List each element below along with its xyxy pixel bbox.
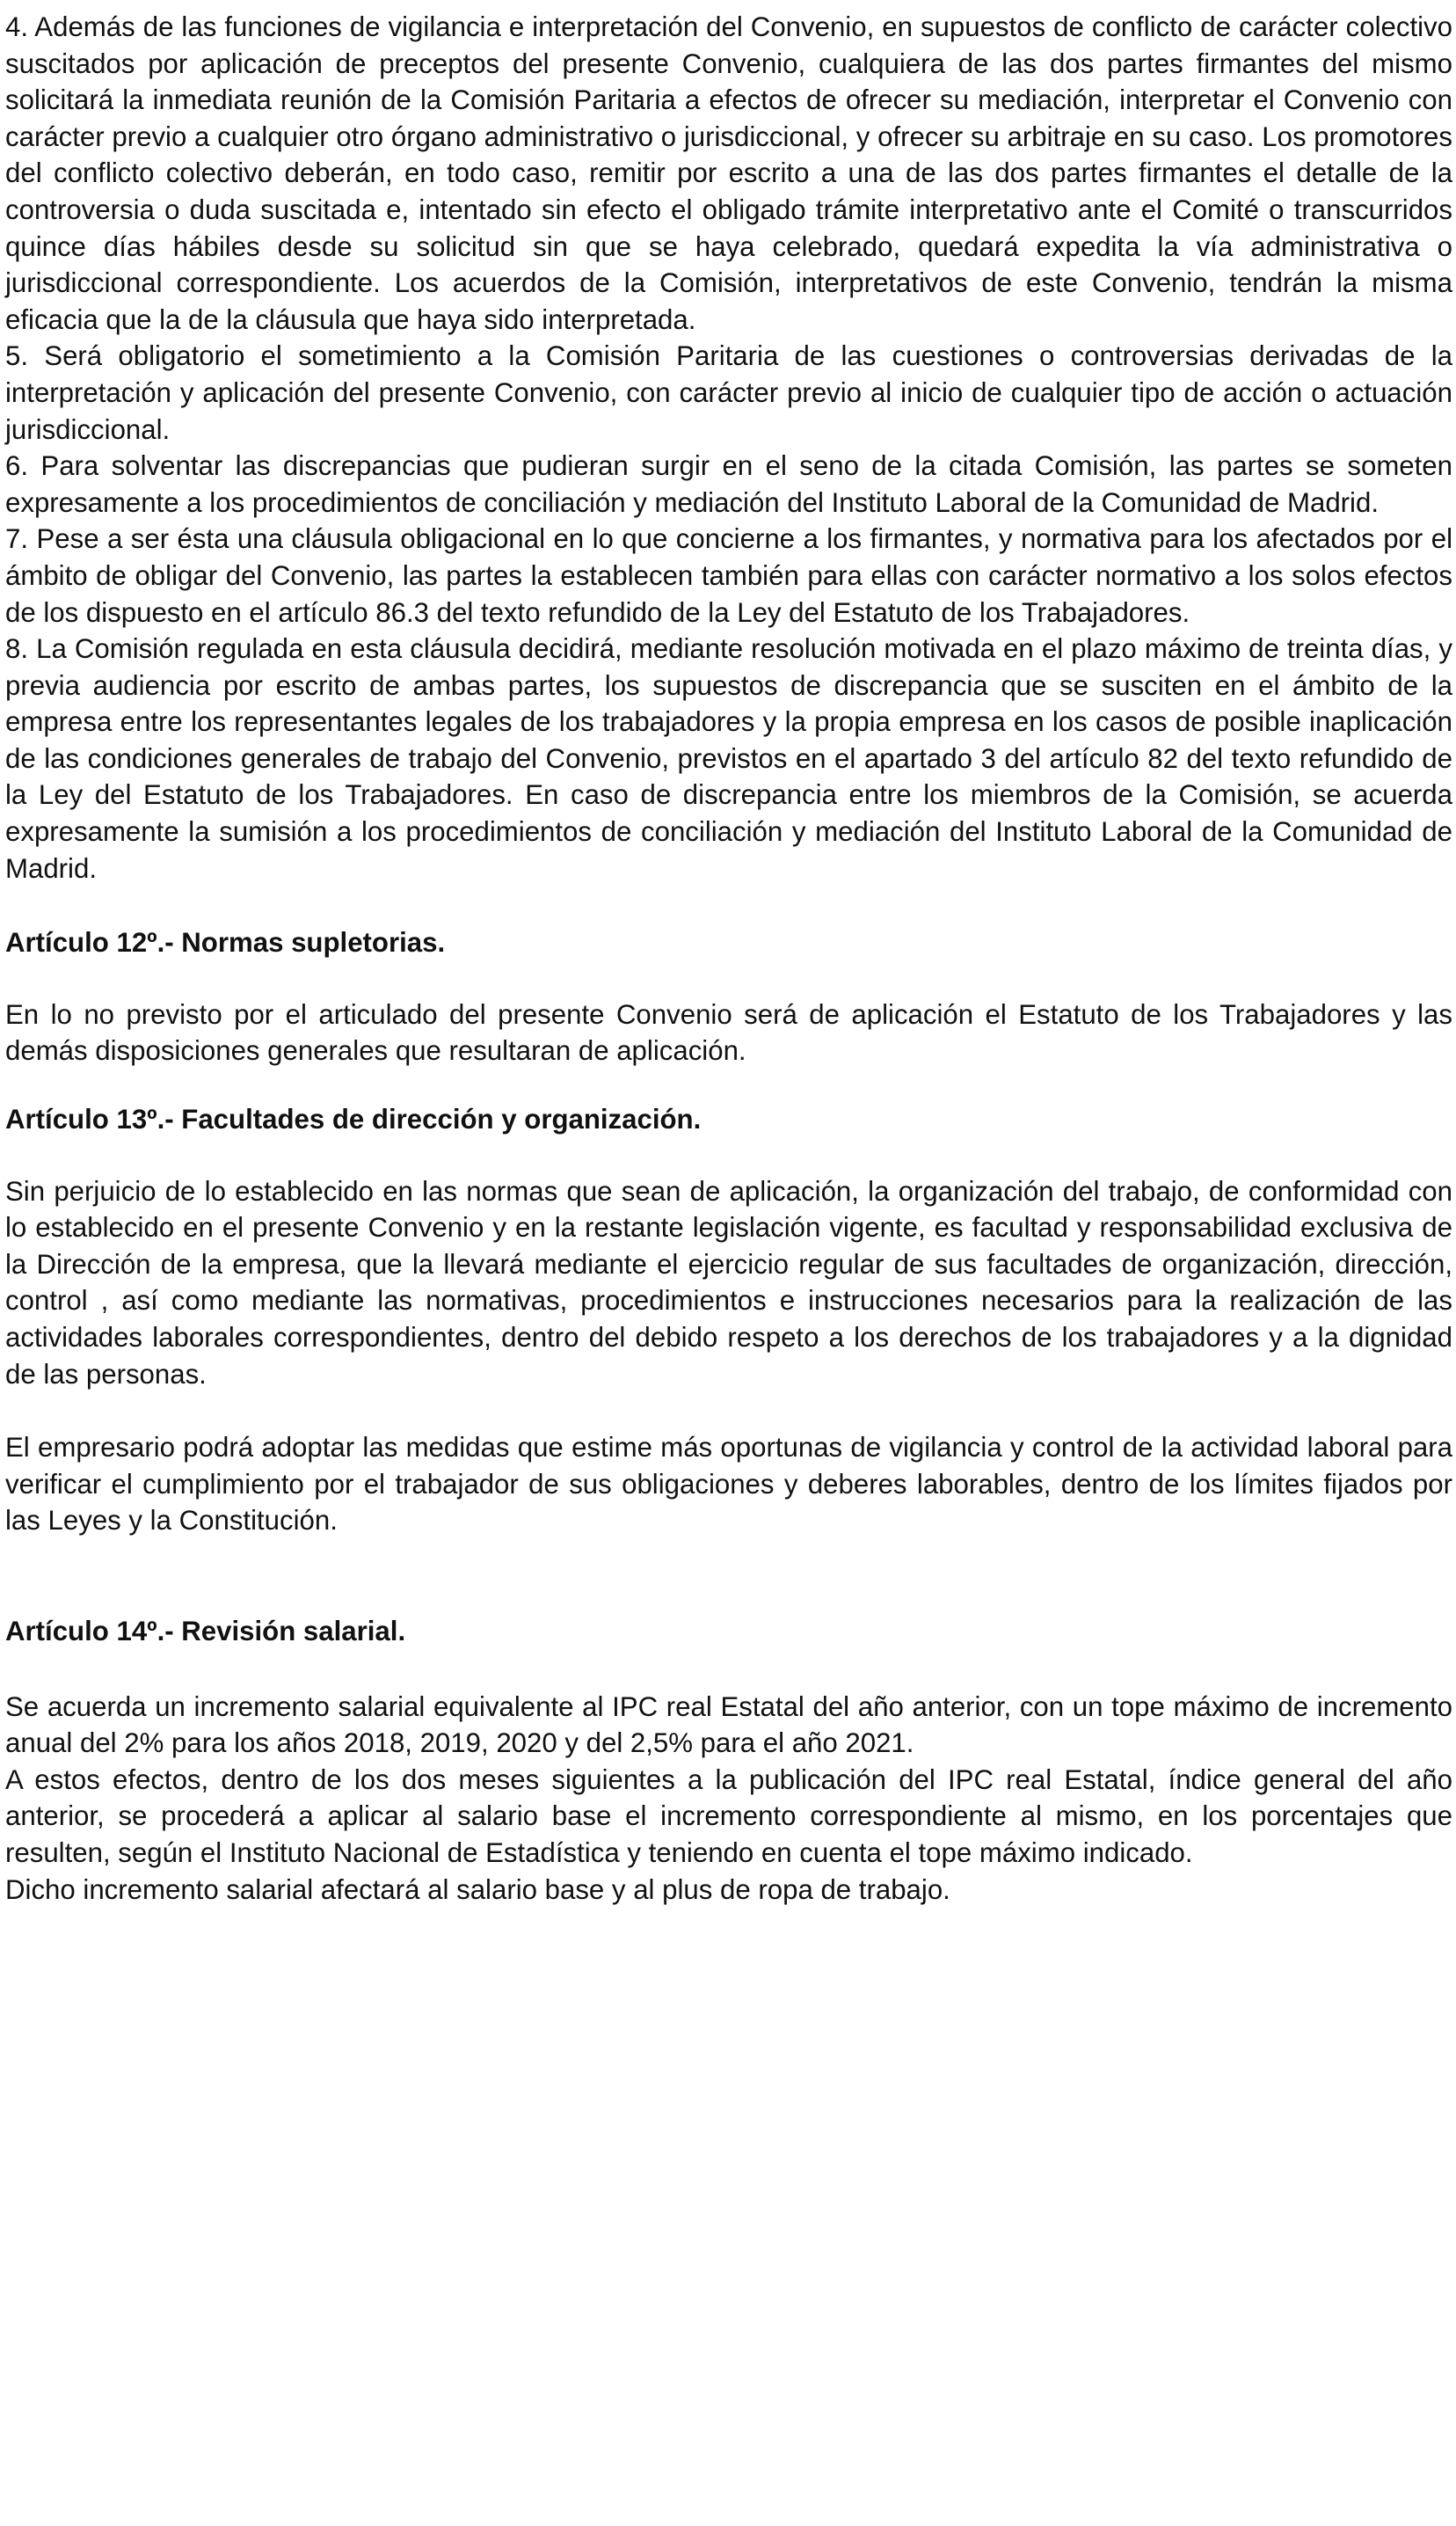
article-13-heading: Artículo 13º.- Facultades de dirección y organización. [5, 1104, 702, 1135]
article-14-heading: Artículo 14º.- Revisión salarial. [5, 1615, 406, 1646]
article-12-body [5, 997, 1452, 1070]
article-13-body [5, 1173, 1452, 1539]
article-14-body [5, 1689, 1452, 1909]
article-13-paragraph-1: Sin perjuicio de lo establecido en las normas que sean de aplicación, la organización del trabajo, de conformidad con lo establecido en el presente Convenio y en la restante legislación vigente, es facultad y responsabilidad exclusiva de la Dirección de la empresa, que la llevará mediante el ejercicio regular de sus facultades de organización, dirección, control , así como mediante las normativas, procedimientos e instrucciones necesarios para la realización de las actividades laborales correspondientes, dentro del debido respeto a los derechos de los trabajadores y a la dignidad de las personas. [5, 1175, 1452, 1390]
article-14-line-3: Dicho incremento salarial afectará al salario base y al plus de ropa de trabajo. [5, 1873, 950, 1905]
clause-6: 6. Para solventar las discrepancias que pudieran surgir en el seno de la citada Comisión, las partes se someten expresamente a los procedimientos de conciliación y mediación del Instituto Laboral de la Comunidad de Madrid. [5, 450, 1452, 518]
article-13-paragraph-2: El empresario podrá adoptar las medidas que estime más oportunas de vigilancia y control de la actividad laboral para verificar el cumplimiento por el trabajador de sus obligaciones y deberes laborables, dentro de los límites fijados por las Leyes y la Constitución. [5, 1432, 1452, 1537]
article-12-heading: Artículo 12º.- Normas supletorias. [5, 927, 446, 959]
article-12-paragraph: En lo no previsto por el articulado del presente Convenio será de aplicación el Estatuto de los Trabajadores y las demás disposiciones generales que resultaran de aplicación. [5, 998, 1452, 1067]
article-14-line-2: A estos efectos, dentro de los dos meses siguientes a la publicación del IPC real Estatal, índice general del año anterior, se procederá a aplicar al salario base el incremento correspondiente al mismo, en los porcentajes que resulten, según el Instituto Nacional de Estadística y teniendo en cuenta el tope máximo indicado. [5, 1763, 1452, 1868]
commission-clauses [5, 9, 1452, 887]
clause-7: 7. Pese a ser ésta una cláusula obligacional en lo que concierne a los firmantes, y normativa para los afectados por el ámbito de obligar del Convenio, las partes la establecen también para ellas con carácter normativo a los solos efectos de los dispuesto en el artículo 86.3 del texto refundido de la Ley del Estatuto de los Trabajadores. [5, 523, 1452, 628]
clause-5: 5. Será obligatorio el sometimiento a la Comisión Paritaria de las cuestiones o controversias derivadas de la interpretación y aplicación del presente Convenio, con carácter previo al inicio de cualquier tipo de acción o actuación jurisdiccional. [5, 340, 1452, 445]
article-14-line-1: Se acuerda un incremento salarial equivalente al IPC real Estatal del año anterior, con un tope máximo de incremento anual del 2% para los años 2018, 2019, 2020 y del 2,5% para el año 2021. [5, 1690, 1452, 1759]
clause-4: 4. Además de las funciones de vigilancia e interpretación del Convenio, en supuestos de conflicto de carácter colectivo suscitados por aplicación de preceptos del presente Convenio, cualquiera de las dos partes firmantes del mismo solicitará la inmediata reunión de la Comisión Paritaria a efectos de ofrecer su mediación, interpretar el Convenio con carácter previo a cualquier otro órgano administrativo o jurisdiccional, y ofrecer su arbitraje en su caso. Los promotores del conflicto colectivo deberán, en todo caso, remitir por escrito a una de las dos partes firmantes el detalle de la controversia o duda suscitada e, intentado sin efecto el obligado trámite interpretativo ante el Comité o transcurridos quince días hábiles desde su solicitud sin que se haya celebrado, quedará expedita la vía administrativa o jurisdiccional correspondiente. Los acuerdos de la Comisión, interpretativos de este Convenio, tendrán la misma eficacia que la de la cláusula que haya sido interpretada. [5, 11, 1452, 335]
clause-8: 8. La Comisión regulada en esta cláusula decidirá, mediante resolución motivada en el plazo máximo de treinta días, y previa audiencia por escrito de ambas partes, los supuestos de discrepancia que se susciten en el ámbito de la empresa entre los representantes legales de los trabajadores y la propia empresa en los casos de posible inaplicación de las condiciones generales de trabajo del Convenio, previstos en el apartado 3 del artículo 82 del texto refundido de la Ley del Estatuto de los Trabajadores. En caso de discrepancia entre los miembros de la Comisión, se acuerda expresamente la sumisión a los procedimientos de conciliación y mediación del Instituto Laboral de la Comunidad de Madrid. [5, 633, 1452, 884]
